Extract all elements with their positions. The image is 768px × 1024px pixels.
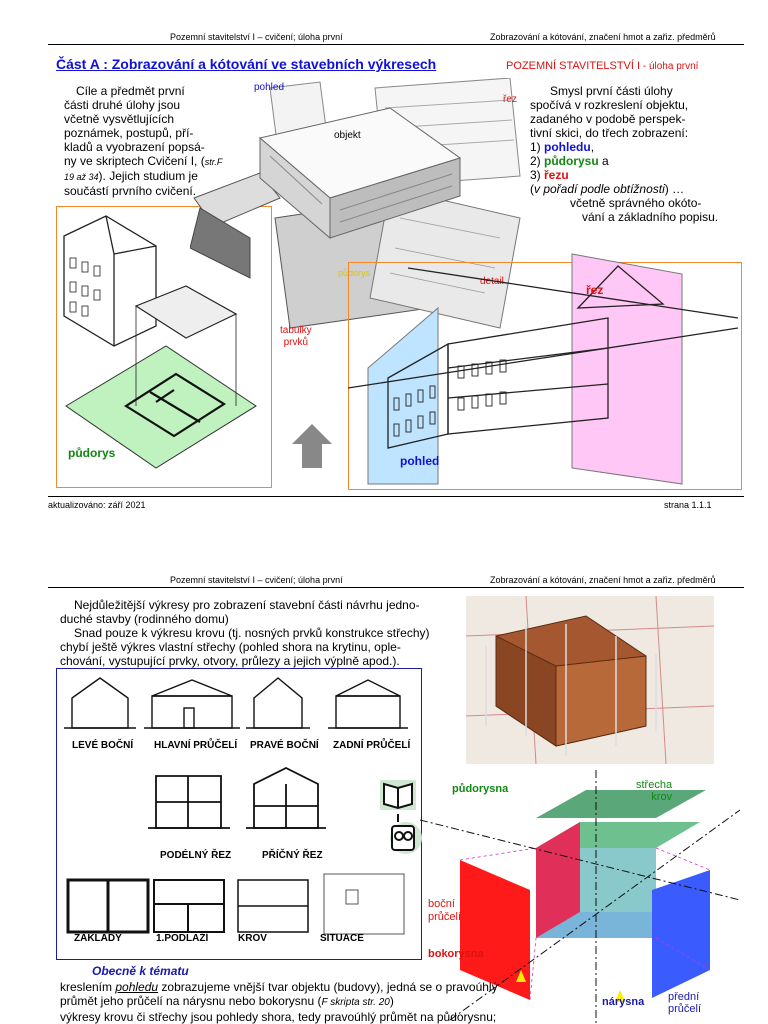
p3-line-1 xyxy=(60,980,540,994)
p3-term: pohledu xyxy=(115,980,159,994)
reading-icon[interactable] xyxy=(378,778,426,858)
intro-line-3: včetně vysvětlujících xyxy=(64,112,175,126)
label-tabulky-1: tabulky xyxy=(280,325,312,336)
page2-header-left: Pozemní stavitelství I – cvičení; úloha první xyxy=(170,575,343,585)
list-suffix-1: , xyxy=(590,140,595,154)
list-term-rezu: řezu xyxy=(544,168,569,182)
p3c: průmět jeho průčelí na nárysnu nebo bokorysnu ( xyxy=(60,994,322,1008)
sketch-label-pricny-rez: PŘÍČNÝ ŘEZ xyxy=(262,850,323,861)
label-detail: detail xyxy=(480,276,504,287)
p3d: ) xyxy=(389,994,394,1008)
right-line-2: spočívá v rozkreslení objektu, xyxy=(530,98,689,112)
diagram-predni-pruceli xyxy=(668,991,701,1015)
p2-line-2: chybí ještě výkres vlastní střechy (pohled shora na krytinu, ople- xyxy=(60,640,401,654)
right-end-1: včetně správného okóto- xyxy=(570,196,702,210)
right-line-3: zadaného v podobě perspek- xyxy=(530,112,686,126)
diagram-predni: přední xyxy=(668,991,700,1003)
sketch-label-podelny-rez: PODÉLNÝ ŘEZ xyxy=(160,850,232,861)
page2-header-right: Zobrazování a kótování, značení hmot a zařiz. předměrů xyxy=(490,575,716,585)
label-pohled-top: pohled xyxy=(254,82,285,93)
page1-header-rule xyxy=(48,44,744,45)
page1-title-right xyxy=(506,60,698,72)
page1-right-text xyxy=(530,84,740,224)
label-objekt: objekt xyxy=(334,130,361,141)
page1-footer-rule xyxy=(48,496,744,497)
page1-footer-right: strana 1.1.1 xyxy=(664,500,712,510)
intro-line-5: kladů a vyobrazení popsá- xyxy=(64,140,205,154)
intro-ref: str.F xyxy=(204,157,223,167)
label-pohled-right: pohled xyxy=(400,454,440,468)
sketch-label-situace: SITUACE xyxy=(320,933,364,944)
diagram-pruceli2: průčelí xyxy=(668,1003,702,1015)
sketch-label-zaklady: ZÁKLADY xyxy=(74,933,122,944)
intro-line-1: Cíle a předmět první xyxy=(76,84,185,98)
page1-header-left: Pozemní stavitelství I – cvičení; úloha první xyxy=(170,32,343,42)
section-heading: Obecně k tématu xyxy=(92,964,189,978)
sketch-label-krov: KROV xyxy=(238,933,267,944)
page1-footer-left: aktualizováno: září 2021 xyxy=(48,500,146,510)
p1-line-2: duché stavby (rodinného domu) xyxy=(60,612,229,626)
diagram-bocni-pruceli xyxy=(428,898,461,924)
model-photo-art xyxy=(466,596,714,764)
order-note: (v pořadí podle obtížnosti) … xyxy=(530,182,685,196)
intro-line-8: součástí prvního cvičení. xyxy=(64,184,197,198)
diagram-bocni: boční xyxy=(428,898,455,910)
right-line-1: Smysl první části úlohy xyxy=(550,84,673,98)
label-rez-top: řez xyxy=(503,94,517,105)
title-right-main: POZEMNÍ STAVITELSTVÍ I xyxy=(506,60,641,72)
list-num-3: 3) xyxy=(530,168,541,182)
p1-line-1: Nejdůležitější výkresy pro zobrazení stavební části návrhu jedno- xyxy=(74,598,420,612)
diagram-pruceli: průčelí xyxy=(428,911,462,923)
p3-line-2 xyxy=(60,994,540,1010)
sketches-drawings xyxy=(56,668,422,960)
diagram-bokorysna: bokorysna xyxy=(428,948,484,960)
list-term-pudorysu: půdorysu xyxy=(544,154,599,168)
right-end-2: vání a základního popisu. xyxy=(582,210,719,224)
diagram-pudorysna: půdorysna xyxy=(452,783,509,795)
page2-bottom-text xyxy=(60,980,540,1024)
diagram-narysna: nárysna xyxy=(602,996,645,1008)
page1-header-right: Zobrazování a kótování, značení hmot a zařiz. předměrů xyxy=(490,32,716,42)
p3-ref: F skripta str. 20 xyxy=(321,997,390,1008)
intro-line-6-text: ny ve skriptech Cvičení I, ( xyxy=(64,154,205,168)
p2-line-3: chování, vystupující prvky, otvory, průlezy a jejich výplně apod.). xyxy=(60,654,400,668)
sketch-label-hlavni-pruceli: HLAVNÍ PRŮČELÍ xyxy=(154,740,238,751)
label-pudorys-mid: půdorys xyxy=(338,268,371,278)
pudorys-left-label: půdorys xyxy=(68,446,116,460)
list-num-2: 2) xyxy=(530,154,541,168)
intro-end: ). Jejich studium je xyxy=(98,169,198,183)
diagram-strecha-krov xyxy=(636,779,672,803)
p4-line: výkresy krovu či střechy jsou pohledy shora, tedy pravoúhlý průmět na půdorysnu; xyxy=(60,1010,497,1024)
list-term-pohledu: pohledu xyxy=(544,140,591,154)
order-note-text: v pořadí podle obtížnosti xyxy=(534,182,665,196)
model-photo xyxy=(466,596,714,764)
p2-line-1: Snad pouze k výkresu krovu (tj. nosných prvků konstrukce střechy) xyxy=(74,626,430,640)
up-arrow-icon[interactable] xyxy=(292,424,332,468)
sketch-label-zadni-pruceli: ZADNÍ PRŮČELÍ xyxy=(333,740,411,751)
sketch-label-prave-bocni: PRAVÉ BOČNÍ xyxy=(250,740,319,751)
intro-line-2: části druhé úlohy jsou xyxy=(64,98,181,112)
diagram-strecha: střecha xyxy=(636,779,673,791)
p3a: kreslením xyxy=(60,980,116,994)
right-line-4: tivní skici, do třech zobrazení: xyxy=(530,126,689,140)
page2-header-rule xyxy=(48,587,744,588)
list-suffix-2: a xyxy=(598,154,609,168)
label-tabulky-2: prvků xyxy=(283,337,309,348)
list-num-1: 1) xyxy=(530,140,541,154)
label-tabulky xyxy=(280,325,312,349)
page1-title: Část A : Zobrazování a kótování ve stavebních výkresech xyxy=(56,56,437,72)
list-item-2 xyxy=(530,154,740,168)
order-note-tail: ) … xyxy=(664,182,685,196)
sketch-label-leve-bocni: LEVÉ BOČNÍ xyxy=(72,740,134,751)
list-item-3 xyxy=(530,168,740,182)
title-right-sub: - úloha první xyxy=(640,61,699,72)
p3b: zobrazujeme vnější tvar objektu (budovy), jedná se o pravoúhlý xyxy=(158,980,498,994)
page2-intro xyxy=(60,598,460,668)
list-item-1 xyxy=(530,140,740,154)
label-rez-right: řez xyxy=(586,283,604,297)
sketch-label-1-podlazi: 1.PODLAŽÍ xyxy=(156,933,209,944)
intro-ref2: 19 až 34 xyxy=(64,172,99,182)
intro-line-4: poznámek, postupů, pří- xyxy=(64,126,194,140)
diagram-krov: krov xyxy=(651,791,673,803)
